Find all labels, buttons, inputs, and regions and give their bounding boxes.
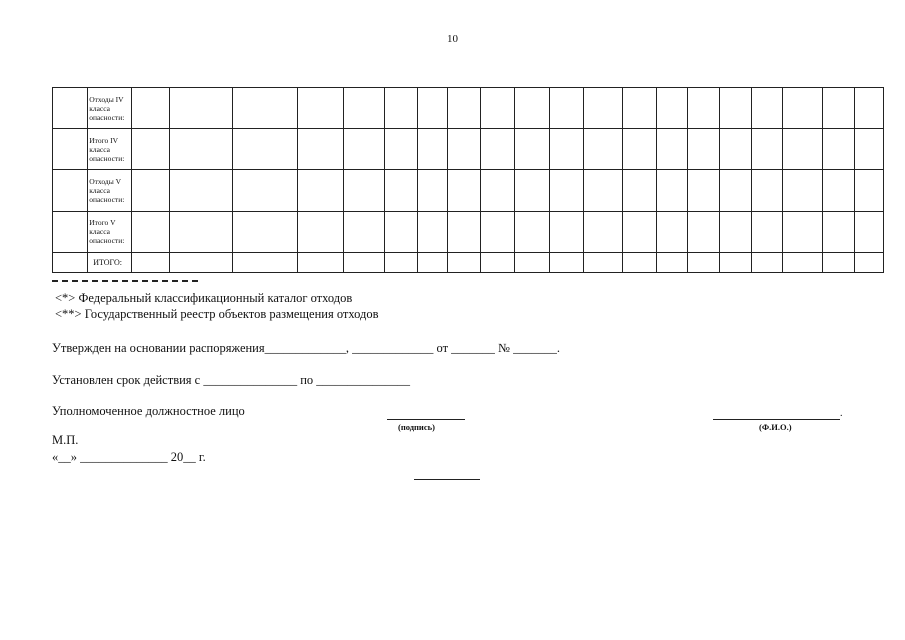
footnote-fkko: <*> Федеральный классификационный каталог отходов [55, 291, 353, 305]
name-caption: (Ф.И.О.) [759, 422, 792, 432]
document-end-line [414, 479, 480, 480]
name-line [713, 419, 840, 420]
validity-line: Установлен срок действия с _______________ по _______________ [52, 373, 411, 387]
signature-caption: (подпись) [398, 422, 435, 432]
table-row [53, 129, 884, 170]
date-line: «__» ______________ 20__ г. [52, 450, 206, 464]
table-row [53, 211, 884, 252]
waste-table [52, 87, 884, 273]
row-label: Итого V класса опасности: [88, 211, 132, 252]
name-line-period: . [840, 408, 843, 419]
table-total-row [53, 252, 884, 272]
table-row [53, 170, 884, 211]
table-row [53, 88, 884, 129]
stamp-label: М.П. [52, 433, 79, 447]
row-label: Отходы V класса опасности: [88, 170, 132, 211]
page-number: 10 [447, 33, 458, 45]
row-label: Итого IV класса опасности: [88, 129, 132, 170]
footnote-separator [52, 280, 198, 282]
official-label: Уполномоченное должностное лицо [52, 404, 245, 418]
total-label: ИТОГО: [88, 252, 132, 272]
footnote-groro: <**> Государственный реестр объектов размещения отходов [55, 307, 379, 321]
row-label: Отходы IV класса опасности: [88, 88, 132, 129]
signature-line [387, 419, 465, 420]
approval-line: Утвержден на основании распоряжения_____________, _____________ от _______ № _______. [52, 341, 560, 355]
